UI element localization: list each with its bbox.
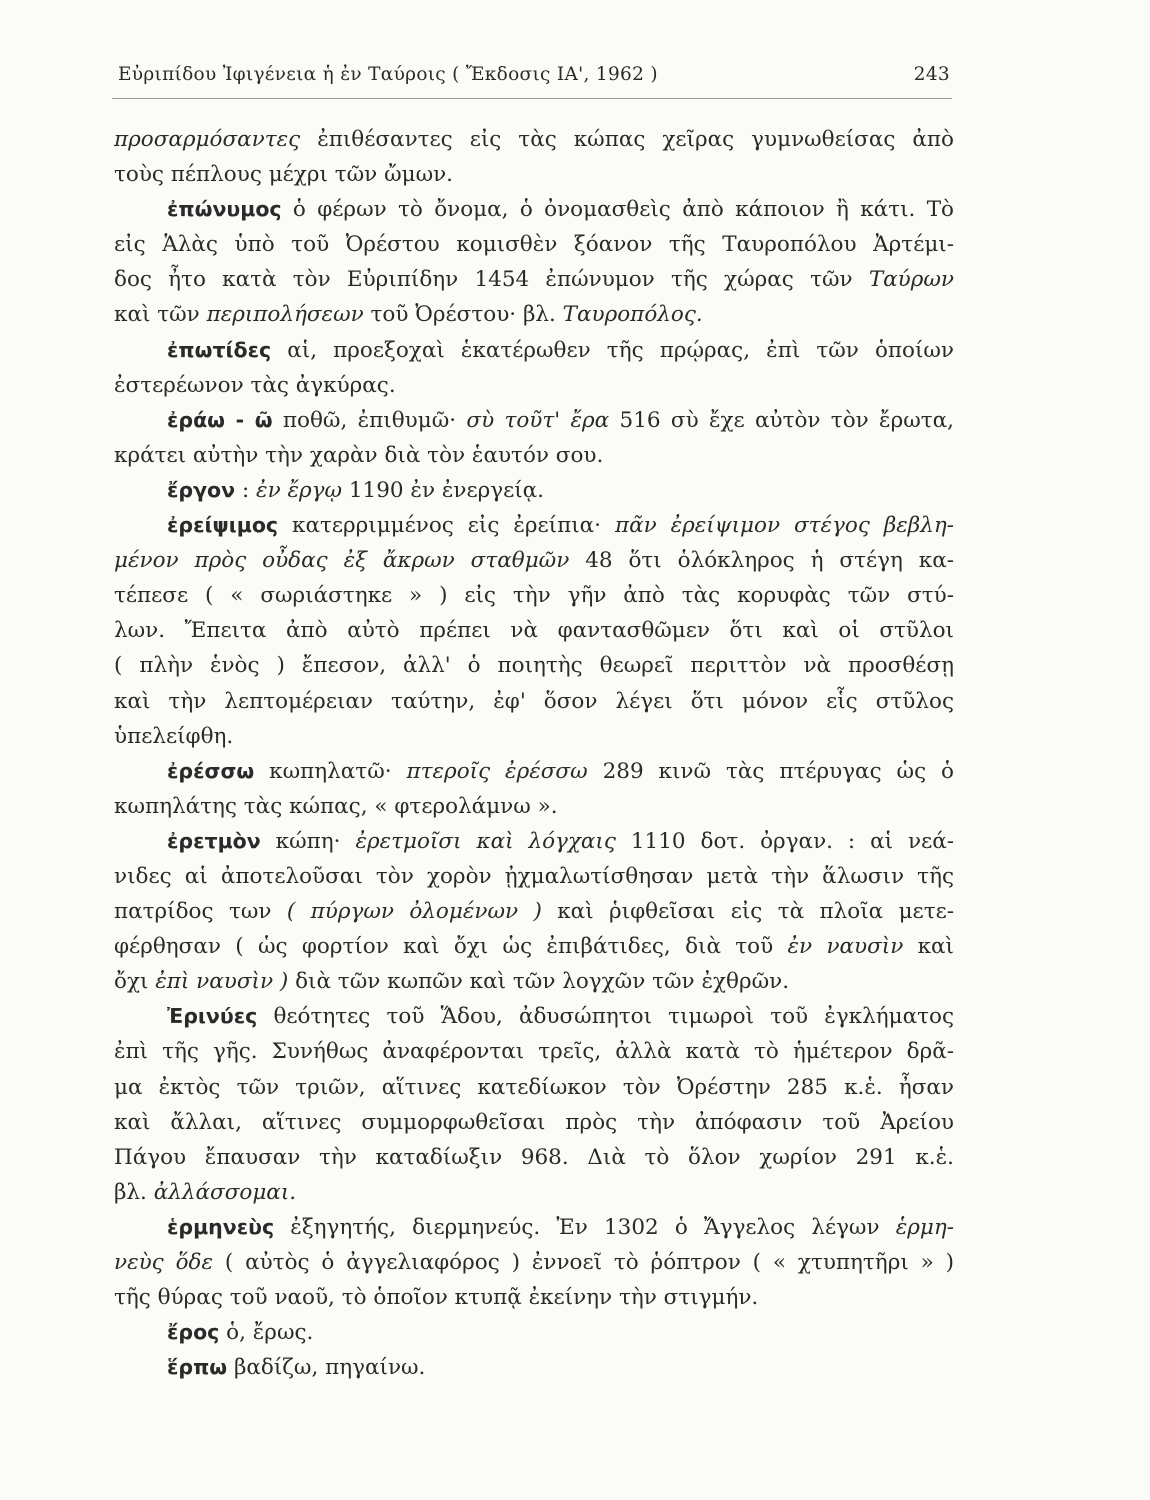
text-line (114, 929, 954, 964)
headword: ἐπωτίδες (167, 337, 272, 362)
text-run: βλ. (114, 1179, 154, 1205)
italic-quote: προσαρμόσαντες (114, 127, 301, 152)
text-line (114, 227, 954, 262)
text-line (114, 297, 954, 332)
text-run: 516 σὺ ἔχε αὐτὸν τὸν ἔρωτα, (609, 407, 954, 433)
text-run: τῆς θύρας τοῦ ναοῦ, τὸ ὁποῖον κτυπᾷ ἐκείνην τὴν στιγμήν. (114, 1285, 759, 1311)
text-run: καὶ (903, 934, 954, 960)
headword: Ἐρινύες (167, 1004, 258, 1029)
text-run: καὶ ἄλλαι, αἵτινες συμμορφωθεῖσαι πρὸς τὴν ἀπόφασιν τοῦ Ἀρείου (114, 1109, 954, 1135)
text-run: ἐξηγητής, διερμηνεύς. Ἐν 1302 ὁ Ἄγγελος λέγων (274, 1214, 896, 1240)
text-line (114, 578, 954, 613)
text-line (114, 473, 954, 508)
headword: ἔργον (167, 477, 236, 502)
text-run: κωπηλάτης τὰς κώπας, « φτερολάμνω ». (114, 793, 558, 819)
text-run: τοῦ Ὀρέστου· βλ. (363, 302, 563, 328)
text-run: καὶ ῥιφθεῖσαι εἰς τὰ πλοῖα μετε- (541, 899, 954, 925)
italic-quote: ἀλλάσσομαι. (153, 1179, 297, 1205)
text-line (114, 262, 954, 297)
text-line (114, 438, 954, 473)
text-line (114, 122, 954, 157)
italic-quote: πᾶν ἐρείψιμον στέγος βεβλη- (614, 513, 954, 539)
italic-quote: ( πύργων ὀλομένων ) (286, 899, 542, 925)
text-run: λων. Ἔπειτα ἀπὸ αὐτὸ πρέπει νὰ φαντασθῶμεν ὅτι καὶ οἱ στῦλοι (114, 618, 954, 644)
text-line (114, 648, 954, 683)
text-line (114, 1175, 954, 1210)
text-run: ὑπελείφθη. (114, 723, 234, 749)
text-line (114, 613, 954, 648)
text-run: καὶ τὴν λεπτομέρειαν ταύτην, ἐφ' ὅσον λέγει ὅτι μόνον εἷς στῦλος (114, 688, 954, 714)
text-run: ὁ, ἔρως. (219, 1320, 314, 1346)
text-run: καὶ τῶν (114, 302, 207, 328)
text-run: ( πλὴν ἑνὸς ) ἔπεσον, ἀλλ' ὁ ποιητὴς θεωρεῖ περιττὸν νὰ προσθέσῃ (114, 653, 954, 679)
text-line (114, 508, 954, 543)
text-run: ( αὐτὸς ὁ ἀγγελιαφόρος ) ἐννοεῖ τὸ ῥόπτρον ( « χτυπητῆρι » ) (213, 1250, 955, 1275)
text-run: Πάγου ἔπαυσαν τὴν καταδίωξιν 968. Διὰ τὸ ὅλον χωρίον 291 κ.ἑ. (114, 1144, 954, 1170)
text-run: κατερριμμένος εἰς ἐρείπια· (278, 513, 615, 539)
text-line (114, 894, 954, 929)
text-run: 289 κινῶ τὰς πτέρυγας ὡς ὁ (587, 758, 954, 784)
text-line (114, 1105, 954, 1140)
text-line (114, 1210, 954, 1245)
text-run: θεότητες τοῦ Ἅδου, ἀδυσώπητοι τιμωροὶ τοῦ ἐγκλήματος (257, 1004, 954, 1030)
italic-quote: μένον πρὸς οὖδας ἐξ ἄκρων σταθμῶν (114, 548, 570, 574)
text-line (114, 1245, 954, 1280)
text-run: ποθῶ, ἐπιθυμῶ· (272, 407, 467, 433)
text-run: : (235, 477, 257, 503)
text-run: 1110 δοτ. ὀργαν. : αἱ νεά- (615, 828, 955, 854)
page-number: 243 (913, 64, 950, 85)
text-run: τοὺς πέπλους μέχρι τῶν ὤμων. (114, 162, 454, 188)
text-line (114, 368, 954, 403)
text-line (114, 1070, 954, 1105)
running-title: Εὐριπίδου Ἰφιγένεια ἡ ἐν Ταύροις ( Ἔκδοσις ΙΑ', 1962 ) (118, 64, 658, 85)
text-line (114, 192, 954, 227)
text-run: διὰ τῶν κωπῶν καὶ τῶν λογχῶν τῶν ἐχθρῶν. (288, 969, 790, 995)
text-run: νιδες αἱ ἀποτελοῦσαι τὸν χορὸν ᾐχμαλωτίσθησαν μετὰ τὴν ἅλωσιν τῆς (114, 863, 954, 889)
headword: ἐρείψιμος (167, 513, 279, 538)
running-header (118, 64, 950, 85)
text-line (114, 684, 954, 719)
text-run: τέπεσε ( « σωριάστηκε » ) εἰς τὴν γῆν ἀπὸ τὰς κορυφὰς τῶν στύ- (114, 583, 954, 609)
text-line (114, 859, 954, 894)
text-run: πατρίδος των (114, 899, 287, 925)
text-run: κώπη· (260, 828, 356, 854)
italic-quote: Ταυροπόλος. (562, 302, 703, 328)
text-run: φέρθησαν ( ὡς φορτίον καὶ ὄχι ὡς ἐπιβάτιδες, διὰ τοῦ (114, 934, 788, 960)
glossary-text (114, 122, 954, 1385)
italic-quote: ἐν ἔργῳ (256, 477, 343, 503)
text-run: δος ἦτο κατὰ τὸν Εὐριπίδην 1454 ἐπώνυμον τῆς χώρας τῶν (114, 267, 869, 293)
italic-quote: ἑρμη- (895, 1214, 954, 1240)
headword: ἑρμηνεὺς (167, 1214, 275, 1239)
text-run: κράτει αὐτὴν τὴν χαρὰν διὰ τὸν ἑαυτόν σου. (114, 442, 604, 468)
headword: ἐράω - ῶ (167, 407, 273, 432)
text-run: ἐπὶ τῆς γῆς. Συνήθως ἀναφέρονται τρεῖς, ἀλλὰ κατὰ τὸ ἡμέτερον δρᾶ- (114, 1039, 954, 1065)
italic-quote: ἐν ναυσὶν (787, 934, 904, 960)
text-line (114, 1350, 954, 1385)
text-run: ὄχι (114, 969, 156, 995)
text-line (114, 824, 954, 859)
text-run: ἐστερέωνον τὰς ἀγκύρας. (114, 372, 396, 398)
text-line (114, 333, 954, 368)
italic-quote: πτεροῖς ἐρέσσω (406, 758, 588, 784)
italic-quote: ἐρετμοῖσι καὶ λόγχαις (355, 828, 616, 854)
text-run: μα ἐκτὸς τῶν τριῶν, αἵτινες κατεδίωκον τὸν Ὀρέστην 285 κ.ἑ. ἦσαν (114, 1074, 954, 1100)
text-line (114, 157, 954, 192)
text-line (114, 403, 954, 438)
headword: ἐρέσσω (167, 758, 255, 783)
text-line (114, 999, 954, 1034)
text-line (114, 543, 954, 578)
headword: ἔρος (167, 1320, 220, 1345)
text-line (114, 964, 954, 999)
headword: ἕρπω (167, 1355, 228, 1380)
text-run: εἰς Ἁλὰς ὑπὸ τοῦ Ὀρέστου κομισθὲν ξόανον τῆς Ταυροπόλου Ἀρτέμι- (114, 232, 954, 258)
text-run: ἐπιθέσαντες εἰς τὰς κώπας χεῖρας γυμνωθείσας ἀπὸ (300, 127, 954, 152)
text-run: αἱ, προεξοχαὶ ἑκατέρωθεν τῆς πρῴρας, ἐπὶ τῶν ὁποίων (271, 337, 954, 363)
text-line (114, 719, 954, 754)
text-line (114, 789, 954, 824)
text-run: 48 ὅτι ὁλόκληρος ἡ στέγη κα- (569, 548, 954, 574)
italic-quote: νεὺς ὅδε (114, 1250, 213, 1275)
italic-quote: Ταύρων (868, 267, 954, 293)
text-line (114, 1034, 954, 1069)
text-line (114, 754, 954, 789)
header-rule (112, 98, 952, 99)
text-line (114, 1315, 954, 1350)
text-run: 1190 ἐν ἐνεργείᾳ. (342, 477, 545, 503)
text-line (114, 1140, 954, 1175)
text-run: ὁ φέρων τὸ ὄνομα, ὁ ὀνομασθεὶς ἀπὸ κάποιον ἢ κάτι. Τὸ (281, 197, 954, 223)
italic-quote: ἐπὶ ναυσὶν ) (155, 969, 289, 995)
text-run: βαδίζω, πηγαίνω. (227, 1355, 426, 1381)
headword: ἐρετμὸν (167, 828, 261, 853)
italic-quote: περιπολήσεων (206, 302, 364, 328)
text-line (114, 1280, 954, 1315)
text-run: κωπηλατῶ· (254, 758, 407, 784)
italic-quote: σὺ τοῦτ' ἔρα (466, 407, 610, 433)
headword: ἐπώνυμος (167, 197, 282, 222)
